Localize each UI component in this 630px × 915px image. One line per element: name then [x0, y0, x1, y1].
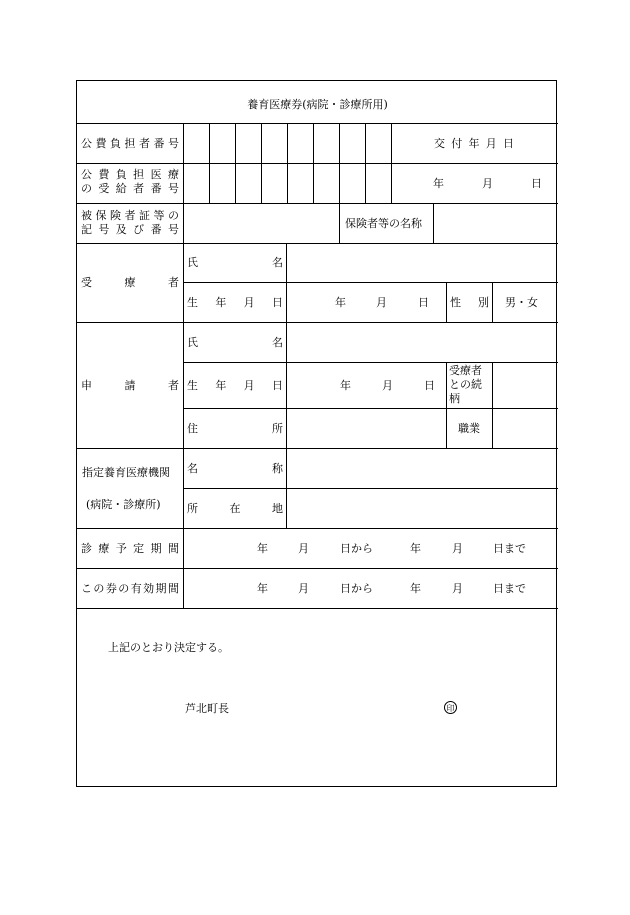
sex-label: 性 別	[450, 296, 489, 309]
row-divider	[183, 408, 558, 409]
issue-year: 年	[433, 177, 444, 190]
facility-label-2: (病院・診療所)	[86, 498, 161, 511]
applicant-birth-month: 月	[382, 379, 393, 392]
digit-divider	[209, 123, 210, 203]
digit-divider	[261, 123, 262, 203]
valid-to-year: 年	[410, 582, 421, 595]
patient-birth-label: 生 年 月 日	[187, 296, 283, 309]
row-divider	[77, 448, 558, 449]
patient-label: 受 療 者	[81, 276, 179, 289]
row-divider	[77, 322, 558, 323]
valid-from-month: 月	[298, 582, 309, 595]
valid-period-label: こ の 券 の 有 効 期 間	[81, 582, 179, 595]
applicant-birth-day: 日	[424, 379, 435, 392]
mayor-label: 芦北町長	[185, 702, 229, 715]
applicant-address-label: 住 所	[187, 422, 283, 435]
issue-date-label: 交 付 年 月 日	[434, 137, 514, 150]
insured-number-label-1: 被 保 険 者 証 等 の	[81, 209, 179, 222]
col-divider	[286, 243, 287, 323]
public-burden-number-label: 公 費 負 担 者 番 号	[81, 137, 179, 150]
treatment-from-year: 年	[257, 542, 268, 555]
col-divider	[492, 362, 493, 448]
seal-icon: 印	[444, 701, 457, 714]
valid-to-month: 月	[452, 582, 463, 595]
insurer-name-label: 保険者等の名称	[345, 217, 422, 230]
treatment-from-day: 日から	[340, 542, 373, 555]
facility-name-label: 名 称	[187, 462, 283, 475]
digit-divider	[287, 123, 288, 203]
facility-label-1: 指定養育医療機関	[82, 466, 170, 479]
valid-from-day: 日から	[340, 582, 373, 595]
form-title: 養育医療券(病院・診療所用)	[247, 98, 388, 111]
row-divider	[77, 243, 558, 244]
treatment-to-year: 年	[410, 542, 421, 555]
sex-value: 男・女	[505, 296, 538, 309]
row-divider	[183, 488, 558, 489]
row-divider	[77, 163, 558, 164]
applicant-birth-label: 生 年 月 日	[187, 379, 283, 392]
applicant-name-label: 氏 名	[187, 336, 283, 349]
valid-to-day: 日まで	[493, 582, 526, 595]
digit-divider	[313, 123, 314, 203]
row-divider	[77, 528, 558, 529]
col-divider	[339, 203, 340, 243]
digit-divider	[339, 123, 340, 203]
col-divider	[433, 203, 434, 243]
recipient-number-label-1: 公 費 負 担 医 療	[81, 168, 179, 181]
medical-ticket-form	[76, 80, 557, 787]
col-divider	[286, 448, 287, 528]
patient-birth-year: 年	[335, 296, 346, 309]
treatment-to-day: 日まで	[493, 542, 526, 555]
recipient-number-label-2: の 受 給 者 番 号	[81, 182, 179, 195]
row-divider	[77, 123, 558, 124]
col-divider	[446, 282, 447, 322]
row-divider	[77, 568, 558, 569]
col-divider	[492, 282, 493, 322]
insured-number-label-2: 記 号 及 び 番 号	[81, 223, 179, 236]
occupation-label: 職業	[458, 422, 480, 435]
digit-divider	[235, 123, 236, 203]
relation-label-2: との続	[449, 378, 482, 391]
applicant-birth-year: 年	[340, 379, 351, 392]
issue-day: 日	[531, 177, 542, 190]
decision-statement: 上記のとおり決定する。	[108, 641, 229, 654]
relation-label-1: 受療者	[449, 364, 482, 377]
patient-name-label: 氏 名	[187, 256, 283, 269]
col-divider	[183, 123, 184, 608]
treatment-period-label: 診 療 予 定 期 間	[81, 542, 179, 555]
treatment-from-month: 月	[298, 542, 309, 555]
patient-birth-month: 月	[376, 296, 387, 309]
issue-month: 月	[482, 177, 493, 190]
col-divider	[391, 123, 392, 203]
relation-label-3: 柄	[449, 392, 460, 405]
digit-divider	[365, 123, 366, 203]
row-divider	[77, 203, 558, 204]
col-divider	[446, 362, 447, 448]
applicant-label: 申 請 者	[81, 379, 179, 392]
facility-location-label: 所 在 地	[187, 502, 283, 515]
col-divider	[286, 322, 287, 448]
row-divider	[183, 282, 558, 283]
row-divider	[183, 362, 558, 363]
patient-birth-day: 日	[418, 296, 429, 309]
row-divider	[77, 608, 558, 609]
valid-from-year: 年	[257, 582, 268, 595]
treatment-to-month: 月	[452, 542, 463, 555]
